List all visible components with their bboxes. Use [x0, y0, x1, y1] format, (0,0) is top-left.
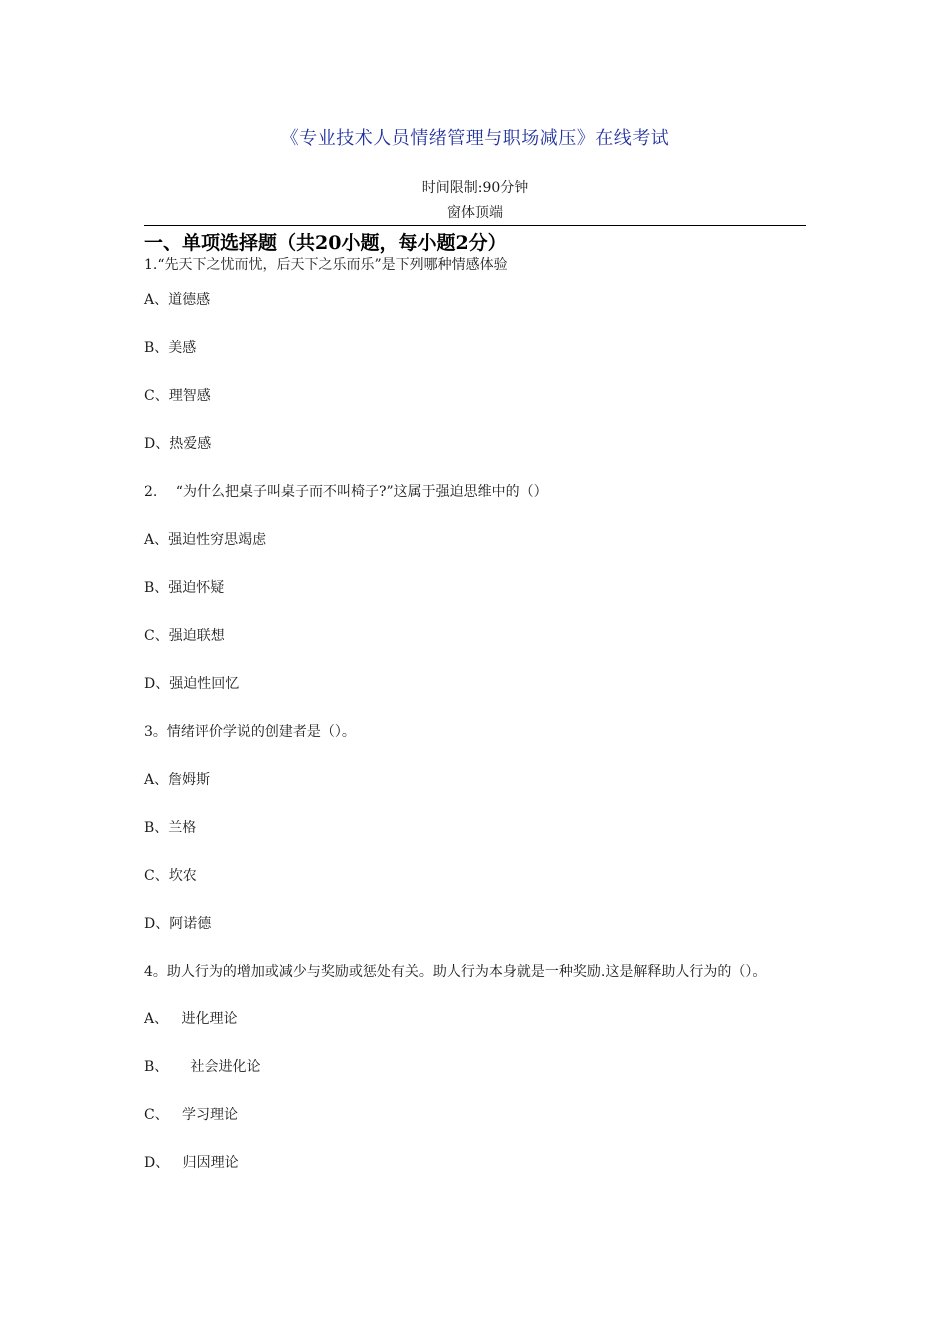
question-4-stem: 4。助人行为的增加或减少与奖励或惩处有关。助人行为本身就是一种奖励.这是解释助人行为的（）。 [144, 964, 767, 980]
form-top-label: 窗体顶端 [447, 205, 503, 221]
section-heading: 一、单项选择题（共20小题，每小题2分） [144, 232, 507, 254]
question-2-option-b[interactable]: B、强迫怀疑 [144, 580, 225, 596]
question-1-stem: 1.“先天下之忧而忧，后天下之乐而乐”是下列哪种情感体验 [144, 257, 508, 273]
question-4-option-c[interactable]: C、 学习理论 [144, 1107, 239, 1123]
question-3-stem: 3。情绪评价学说的创建者是（）。 [144, 724, 356, 740]
question-3-option-c[interactable]: C、坎农 [144, 868, 197, 884]
question-2-option-d[interactable]: D、强迫性回忆 [144, 676, 240, 692]
question-1-option-c[interactable]: C、理智感 [144, 388, 211, 404]
question-4-option-a[interactable]: A、 进化理论 [144, 1011, 238, 1027]
question-4-option-d[interactable]: D、 归因理论 [144, 1155, 239, 1171]
question-1-option-d[interactable]: D、热爱感 [144, 436, 212, 452]
exam-title: 《专业技术人员情绪管理与职场减压》在线考试 [280, 128, 670, 149]
question-3-option-b[interactable]: B、兰格 [144, 820, 197, 836]
question-3-option-a[interactable]: A、詹姆斯 [144, 772, 211, 788]
question-2-stem: 2. “为什么把桌子叫桌子而不叫椅子?”这属于强迫思维中的（） [144, 484, 548, 500]
question-2-option-a[interactable]: A、强迫性穷思竭虑 [144, 532, 267, 548]
question-3-option-d[interactable]: D、阿诺德 [144, 916, 212, 932]
question-1-option-b[interactable]: B、美感 [144, 340, 197, 356]
form-top-divider [144, 225, 806, 226]
time-limit: 时间限制:90分钟 [421, 180, 529, 196]
question-2-option-c[interactable]: C、强迫联想 [144, 628, 225, 644]
question-1-option-a[interactable]: A、道德感 [144, 292, 211, 308]
question-4-option-b[interactable]: B、 社会进化论 [144, 1059, 261, 1075]
